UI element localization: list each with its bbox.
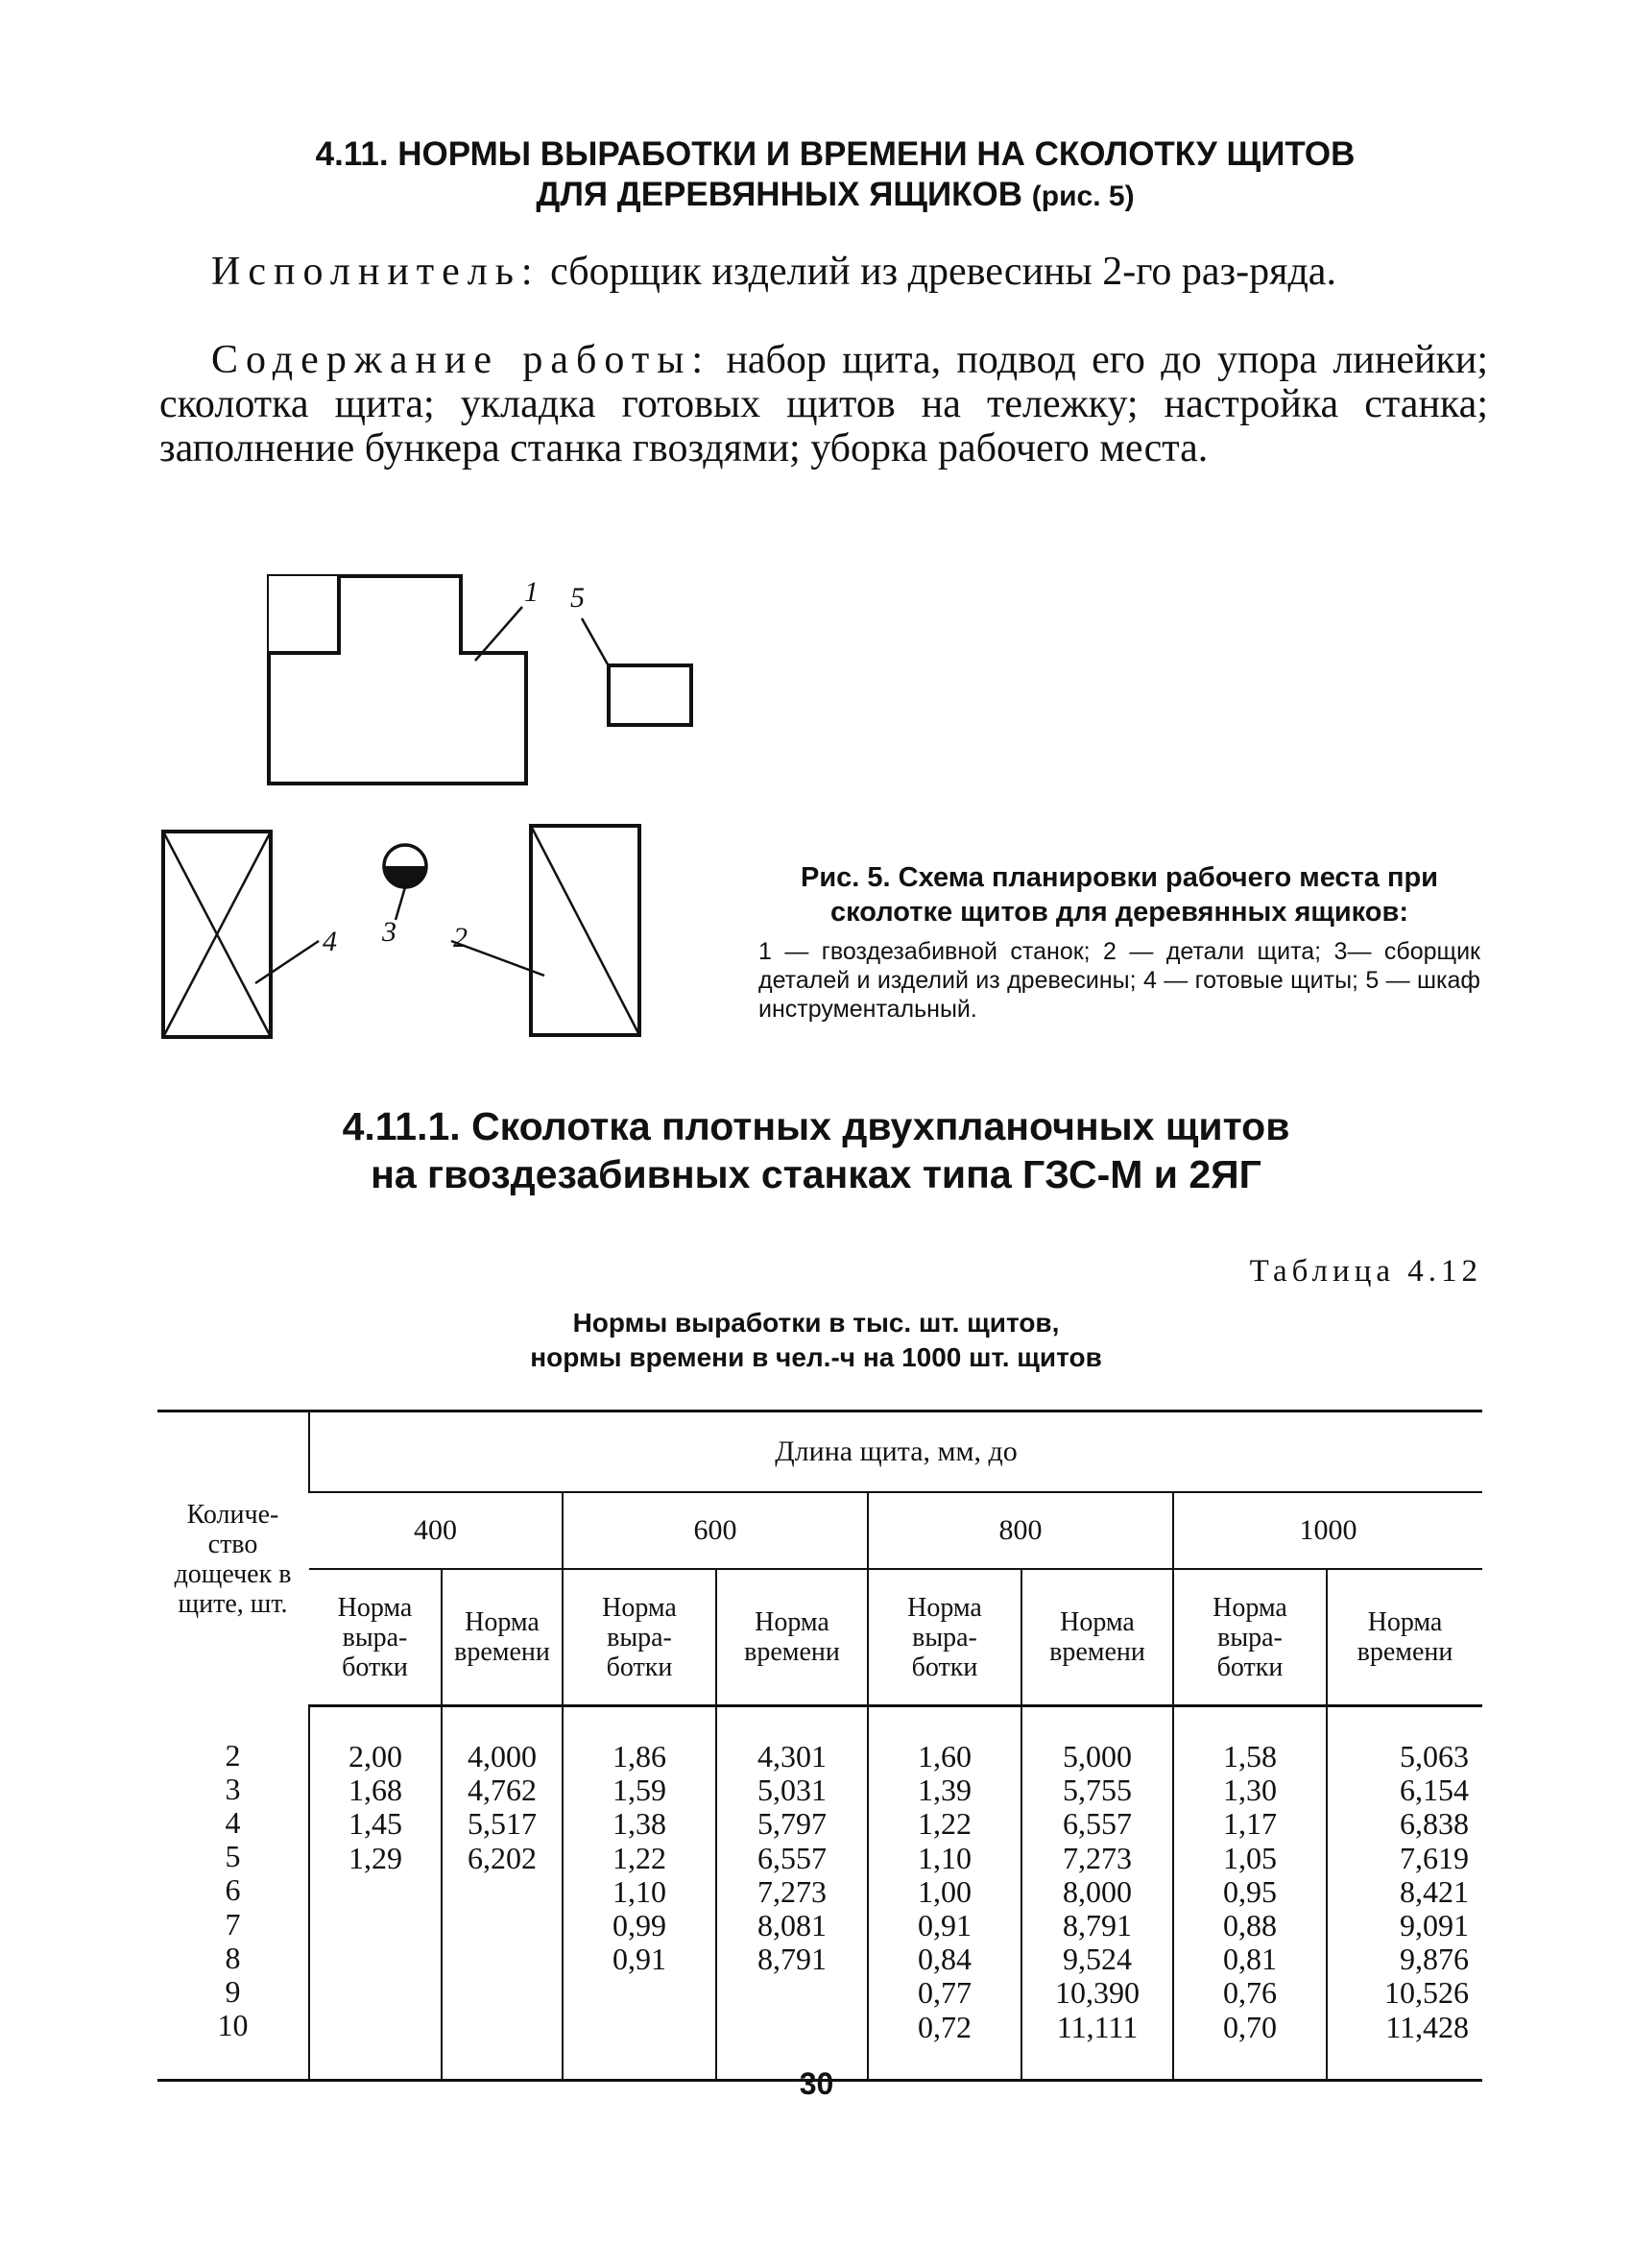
table-cell: 0,95 [1223,1873,1277,1909]
figure-label-5: 5 [570,582,585,614]
figure-label-3: 3 [382,916,396,948]
section-title-line2 [154,175,1517,217]
table-cell: 0,99 [612,1908,666,1943]
table-cell: 5,000 [1063,1739,1132,1773]
table-cell: 9,091 [1400,1908,1469,1943]
column-output-600 [563,1706,716,2081]
section-title [154,134,1517,217]
column-output-400 [309,1706,442,2081]
table-cell: 0,70 [1223,2009,1277,2044]
table-cell: 0,91 [612,1942,666,1977]
table-cell: 4 [225,1804,241,1840]
table-cell: 1,45 [348,1806,402,1842]
section-figure-reference: (рис. 5) [1031,181,1135,212]
table-cell: 1,29 [348,1840,402,1875]
table-cell: 1,10 [612,1873,666,1909]
table-cell: 7,619 [1400,1840,1469,1875]
figure-caption [758,860,1480,1024]
table-cell [310,1976,441,2010]
table-cell: 0,91 [918,1908,972,1943]
work-content-text: набор щита, подвод его до упора линейки; сколотка щита; укладка готовых щитов на тележку; настройка станка; заполнение бункера станка гвоздями; уборка рабочего места. [159,338,1488,470]
subheader-output-400: Норма выра-ботки [309,1569,442,1706]
table-cell [310,1909,441,1942]
table-cell: 8 [225,1940,241,1975]
page-number: 30 [799,2066,834,2101]
subheader-output-600: Норма выра-ботки [563,1569,716,1706]
table-cell: 9,876 [1400,1942,1469,1977]
table-cell: 10,390 [1055,1975,1140,2011]
table-cell: 7 [225,1906,241,1942]
length-col-600: 600 [563,1492,868,1569]
table-cell: 6 [225,1872,241,1908]
table-cell: 6,202 [468,1840,537,1875]
subsection-title-line1: 4.11.1. Сколотка плотных двухпланочных щитов [342,1104,1290,1148]
column-time-800 [1021,1706,1173,2081]
table-cell: 9 [225,1973,241,2009]
tool-cabinet-shape [609,665,691,725]
table-cell [717,1976,867,2010]
subheader-output-1000: Норма выра-ботки [1173,1569,1327,1706]
table-cell: 1,68 [348,1773,402,1808]
table-cell: 7,273 [1063,1840,1132,1875]
table-cell: 4,000 [468,1739,537,1773]
column-output-1000 [1173,1706,1327,2081]
table-cell [310,1942,441,1976]
subheader-output-800: Норма выра-ботки [868,1569,1021,1706]
table-cell: 5,517 [468,1806,537,1842]
leader-line-3 [396,887,405,920]
column-time-600 [716,1706,868,2081]
stub-header: Количе-ство дощечек в щите, шт. [157,1411,309,1706]
table-cell: 1,00 [918,1873,972,1909]
figure-caption-title: Рис. 5. Схема планировки рабочего места при сколотке щитов для деревянных ящиков: [800,862,1439,928]
leader-line-5 [582,618,608,664]
table-cell [443,1875,562,1909]
table-cell [310,1875,441,1909]
table-cell [564,1976,715,2010]
table-cell: 4,301 [757,1739,827,1773]
table-cell: 1,86 [612,1739,666,1773]
table-cell: 5 [225,1839,241,1874]
table-cell: 11,111 [1056,2009,1139,2044]
table-cell: 0,77 [918,1975,972,2011]
table-cell: 3 [225,1771,241,1806]
length-col-800: 800 [868,1492,1173,1569]
table-cell: 5,063 [1400,1739,1469,1773]
table-cell: 4,762 [468,1773,537,1808]
table-cell: 0,88 [1223,1908,1277,1943]
figure-label-4: 4 [323,926,337,957]
table-cell: 0,76 [1223,1975,1277,2011]
workplace-layout-diagram [144,557,720,1056]
table-cell: 7,273 [757,1873,827,1909]
subheader-time-1000: Норма времени [1327,1569,1482,1706]
table-cell: 0,81 [1223,1942,1277,1977]
table-cell: 1,10 [918,1840,972,1875]
table-cell: 1,38 [612,1806,666,1842]
table-cell: 8,000 [1063,1873,1132,1909]
table-cell: 6,838 [1400,1806,1469,1842]
column-time-1000 [1327,1706,1482,2081]
table-cell: 1,05 [1223,1840,1277,1875]
column-time-400 [442,1706,563,2081]
table-cell [443,1976,562,2010]
section-title-line1: 4.11. НОРМЫ ВЫРАБОТКИ И ВРЕМЕНИ НА СКОЛОТКУ ЩИТОВ [315,135,1356,173]
length-col-1000: 1000 [1173,1492,1482,1569]
table-caption-line2: нормы времени в чел.-ч на 1000 шт. щитов [530,1342,1102,1372]
table-cell: 5,755 [1063,1773,1132,1808]
column-output-800 [868,1706,1021,2081]
executor-label: Исполнитель: [211,250,540,294]
figure-label-1: 1 [524,576,539,608]
table-cell: 8,421 [1400,1873,1469,1909]
table-cell: 1,22 [918,1806,972,1842]
figure-label-2: 2 [453,922,468,953]
table-cell: 8,081 [757,1908,827,1943]
table-cell [310,2011,441,2044]
subsection-title-line2: на гвоздезабивных станкаx типа ГЗС-М и 2ЯГ [371,1152,1261,1196]
table-cell: 0,84 [918,1942,972,1977]
table-cell: 1,59 [612,1773,666,1808]
subsection-title [154,1102,1478,1198]
table-cell [564,2011,715,2044]
table-cell [717,2011,867,2044]
section-title-line2-text: ДЛЯ ДЕРЕВЯННЫХ ЯЩИКОВ [536,176,1023,213]
executor-text: сборщик изделий из древесины 2-го раз-ряда. [540,250,1336,294]
work-content-paragraph [159,338,1488,470]
table-cell: 11,428 [1385,2009,1469,2044]
table-cell: 1,17 [1223,1806,1277,1842]
table-cell: 5,031 [757,1773,827,1808]
table-cell [443,1942,562,1976]
table-cell [443,2011,562,2044]
table-cell: 1,58 [1223,1739,1277,1773]
norms-table [157,1410,1482,2082]
executor-paragraph [159,250,1488,294]
table-cell: 10 [217,2008,249,2043]
table-cell: 9,524 [1063,1942,1132,1977]
table-cell: 1,30 [1223,1773,1277,1808]
table-cell: 10,526 [1384,1975,1469,2011]
table-caption [154,1306,1478,1375]
subheader-time-600: Норма времени [716,1569,868,1706]
table-cell: 6,557 [1063,1806,1132,1842]
table-cell: 2 [225,1737,241,1773]
table-cell: 1,60 [918,1739,972,1773]
table-cell: 0,72 [918,2009,972,2044]
column-board-count [157,1706,309,2081]
subheader-time-800: Норма времени [1021,1569,1173,1706]
work-content-label: Содержание работы: [211,338,711,382]
length-header: Длина щита, мм, до [309,1411,1482,1493]
table-cell: 1,39 [918,1773,972,1808]
table-cell: 6,557 [757,1840,827,1875]
table-cell: 6,154 [1400,1773,1469,1808]
table-number-label: Таблица 4.12 [1249,1254,1482,1289]
leader-line-4 [255,941,319,983]
table-cell [443,1909,562,1942]
table-cell: 8,791 [757,1942,827,1977]
table-cell: 2,00 [348,1739,402,1773]
table-caption-line1: Нормы выработки в тыс. шт. щитов, [572,1308,1060,1338]
figure-caption-legend: 1 — гвоздезабивной станок; 2 — детали щита; 3— сборщик деталей и изделий из древесины; 4 — готовые щиты; 5 — шкаф инструментальный. [758,938,1480,1023]
subheader-time-400: Норма времени [442,1569,563,1706]
table-cell: 1,22 [612,1840,666,1875]
table-cell: 5,797 [757,1806,827,1842]
table-cell: 8,791 [1063,1908,1132,1943]
length-col-400: 400 [309,1492,563,1569]
